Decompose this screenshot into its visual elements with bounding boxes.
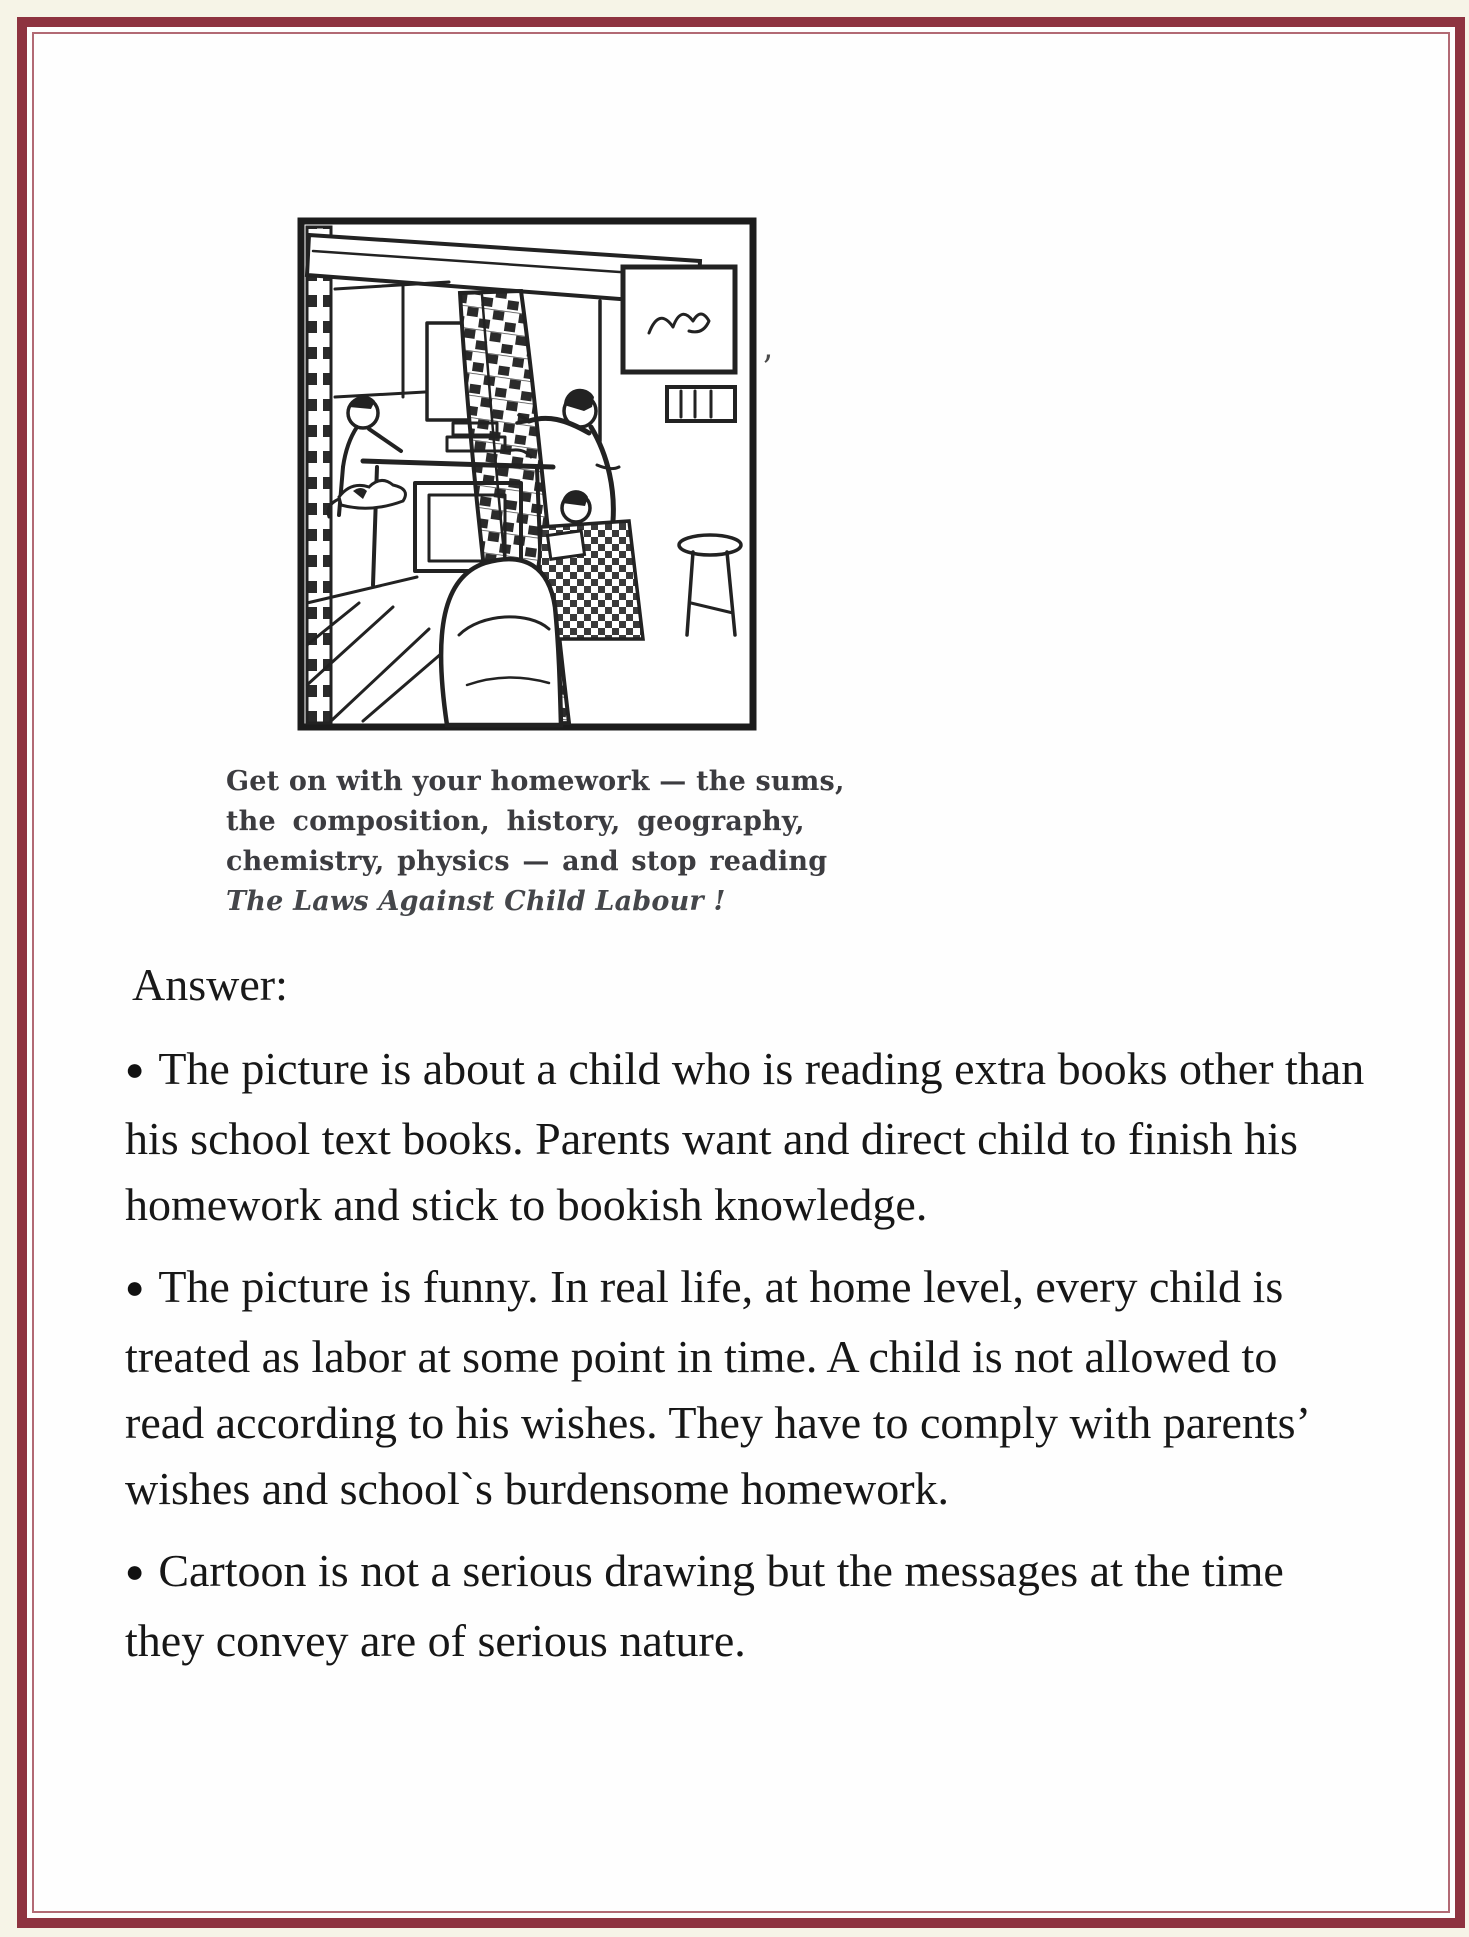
cartoon-illustration (297, 215, 758, 733)
bullet-item (125, 1036, 1365, 1238)
caption-line-italic: The Laws Against Child Labour ! (226, 886, 726, 917)
caption-line: the composition, history, geography, (226, 806, 805, 837)
answer-heading: Answer: (132, 959, 288, 1010)
wall-picture-icon (623, 267, 735, 372)
bullet-icon: ● (125, 1269, 145, 1305)
bullet-icon: ● (125, 1553, 145, 1589)
bullet-item (125, 1254, 1365, 1522)
wall-shelf-icon (667, 387, 735, 421)
stray-mark: ’ (762, 348, 773, 388)
bullet-text: The picture is funny. In real life, at home level, every child is treated as labor at some point in time. A child is not allowed to read according to his wishes. They have to comply with parents’ wishes and school`s burdensome homework. (125, 1261, 1308, 1514)
figure-caption (226, 762, 846, 922)
bullet-icon: ● (125, 1051, 145, 1087)
caption-line: Get on with your homework — the sums, (226, 766, 845, 797)
bullet-text: Cartoon is not a serious drawing but the messages at the time they convey are of serious nature. (125, 1545, 1284, 1666)
window-curtain-left (307, 227, 331, 723)
armchair (441, 559, 561, 725)
bullet-item (125, 1538, 1365, 1674)
bullet-text: The picture is about a child who is reading extra books other than his school text books. Parents want and direct child to finish his homework and stick to bookish knowledge. (125, 1043, 1365, 1230)
cartoon-figure (297, 215, 758, 733)
answer-bullets (125, 1036, 1365, 1690)
caption-line: chemistry, physics — and stop reading (226, 846, 828, 877)
